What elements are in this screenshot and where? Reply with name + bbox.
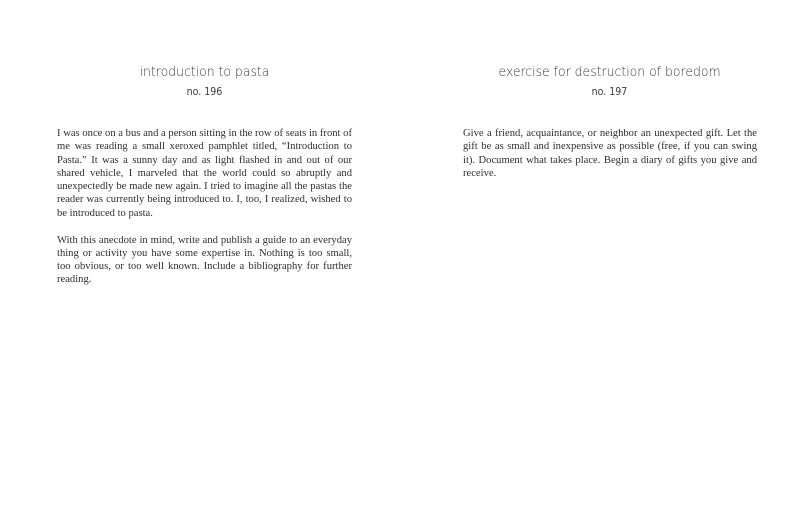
paragraph: Give a friend, acquaintance, or neighbor an unexpected gift. Let the gift be as small and inexpensive as possible (free, if you can swing it). Document what takes place. Begin a diary of gifts you give and receive. (463, 128, 757, 179)
exercise-title: introduction to pasta (139, 64, 270, 80)
paragraph: With this anecdote in mind, write and publish a guide to an everyday thing or activity you have some expertise in. Nothing is too small, too obvious, or too well known. Include a bibliography for further reading. (57, 234, 352, 286)
exercise-number: no. 197 (591, 86, 628, 98)
exercise-body (463, 127, 757, 194)
exercise-title: exercise for destruction of boredom (498, 64, 721, 80)
paragraph: I was once on a bus and a person sitting in the row of seats in front of me was reading a small xeroxed pamphlet titled, “Introduction to Pasta.” It was a sunny day and as light flashed in and out of our shared vehicle, I marveled that the world could so abruptly and unexpectedly be made new again. I tried to imagine all the pastas the reader was currently being introduced to. I, too, I realized, wished to be introduced to pasta. (57, 128, 352, 219)
exercise-number: no. 196 (186, 86, 223, 98)
right-page (405, 0, 810, 528)
exercise-body (57, 127, 352, 300)
